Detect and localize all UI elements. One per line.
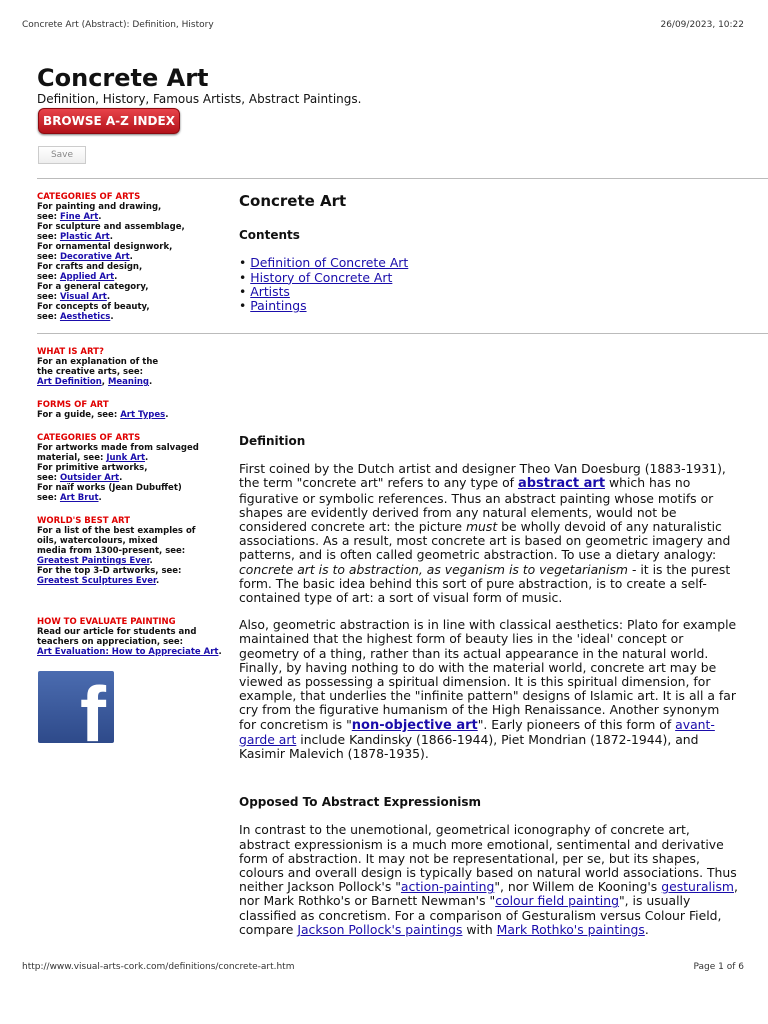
- pollock-paintings-link[interactable]: Jackson Pollock's paintings: [297, 921, 463, 937]
- greatest-paintings-link[interactable]: Greatest Paintings Ever: [37, 556, 150, 566]
- sidebar-item: For ornamental designwork, see: Decorative Art.: [37, 242, 173, 262]
- page-title: Concrete Art: [37, 64, 209, 92]
- divider-top: [37, 178, 768, 179]
- contents-item: • Definition of Concrete Art: [239, 255, 409, 271]
- art-evaluation-link[interactable]: Art Evaluation: How to Appreciate Art: [37, 647, 219, 657]
- print-footer-page: Page 1 of 6: [693, 962, 744, 972]
- aesthetics-link[interactable]: Aesthetics: [59, 312, 111, 322]
- contents-link-definition[interactable]: Definition of Concrete Art: [250, 255, 409, 271]
- sidebar-evaluate-painting: HOW TO EVALUATE PAINTING Read our article for students and teachers on appreciation, see: Art Evaluation: How to Appreciate Art.: [37, 617, 227, 657]
- facebook-icon[interactable]: f: [38, 671, 114, 743]
- contents-section: [239, 194, 739, 313]
- sidebar-item: For crafts and design, see: Applied Art.: [37, 262, 143, 282]
- definition-heading: Definition: [239, 434, 306, 448]
- sidebar-heading: HOW TO EVALUATE PAINTING: [37, 617, 176, 627]
- opposed-heading: Opposed To Abstract Expressionism: [239, 795, 482, 810]
- contents-item: • History of Concrete Art: [239, 269, 393, 285]
- fine-art-link[interactable]: Fine Art: [59, 212, 99, 222]
- contents-link-paintings[interactable]: Paintings: [250, 298, 307, 314]
- contents-item: • Artists: [239, 283, 290, 299]
- art-types-link[interactable]: Art Types: [120, 410, 166, 420]
- sidebar-heading: CATEGORIES OF ARTS: [37, 433, 141, 443]
- save-button[interactable]: Save: [38, 146, 86, 164]
- colour-field-painting-link[interactable]: colour field painting: [495, 893, 619, 909]
- sidebar-item: For concepts of beauty, see: Aesthetics.: [37, 302, 150, 322]
- sidebar-forms-of-art: FORMS OF ART For a guide, see: Art Types.: [37, 400, 227, 420]
- sidebar-worlds-best-art: WORLD'S BEST ART For a list of the best examples of oils, watercolours, mixed media from 1300-present, see: Greatest Paintings Ever. For the top 3-D artworks, see: Greatest Sculptures Ever.: [37, 516, 227, 586]
- sidebar-heading: CATEGORIES OF ARTS: [37, 192, 141, 202]
- sidebar-categories-2: CATEGORIES OF ARTS For artworks made from salvaged material, see: Junk Art. For primitive artworks, see: Outsider Art. For naïf works (Jean Dubuffet) see: Art Brut.: [37, 433, 227, 503]
- art-brut-link[interactable]: Art Brut: [59, 493, 99, 503]
- print-header-title: Concrete Art (Abstract): Definition, History: [22, 20, 214, 30]
- abstract-art-link[interactable]: abstract art: [517, 476, 606, 492]
- article-body: [239, 434, 739, 937]
- divider-middle: [37, 333, 768, 334]
- avant-garde-art-link[interactable]: avant-garde art: [239, 716, 715, 747]
- page-subtitle: Definition, History, Famous Artists, Abstract Paintings.: [37, 92, 362, 106]
- sidebar-item: For a general category, see: Visual Art.: [37, 282, 149, 302]
- sidebar-heading: WORLD'S BEST ART: [37, 516, 131, 526]
- article-heading: Concrete Art: [239, 192, 347, 210]
- art-definition-link[interactable]: Art Definition: [37, 377, 102, 387]
- sidebar-categories: [37, 192, 227, 322]
- gesturalism-link[interactable]: gesturalism: [661, 879, 734, 895]
- contents-link-artists[interactable]: Artists: [250, 283, 290, 299]
- paragraph-geometric: Also, geometric abstraction is in line with classical aesthetics: Plato for example maintained that the highest form of beauty lies in the 'ideal' concept or geometry of a thing, rather than its actual appearance in the natural world. Finally, by having nothing to do with the material world, concrete art may be viewed as possessing a spiritual dimension. It is this spiritual dimension, for example, that underlies the "infinite pattern" designs of Islamic art. It is all a far cry from the figurative humanism of the High Renaissance. Another synonym for concretism is "non-objective art". Early pioneers of this form of avant-garde art include Kandinsky (1866-1944), Piet Mondrian (1872-1944), and Kasimir Malevich (1878-1935).: [239, 617, 737, 762]
- outsider-art-link[interactable]: Outsider Art: [59, 473, 120, 483]
- applied-art-link[interactable]: Applied Art: [59, 272, 115, 282]
- plastic-art-link[interactable]: Plastic Art: [59, 232, 110, 242]
- sidebar-item: For sculpture and assemblage, see: Plastic Art.: [37, 222, 185, 242]
- sidebar-heading: WHAT IS ART?: [37, 347, 104, 357]
- paragraph-definition: First coined by the Dutch artist and designer Theo Van Doesburg (1883-1931), the term "concrete art" refers to any type of abstract art which has no figurative or symbolic references. Thus an abstract painting whose motifs or shapes are evidently derived from any natural elements, would not be considered concrete art: the picture must be wholly devoid of any naturalistic associations. As a result, most concrete art is based on geometric imagery and patterns, and is often called geometric abstraction. To use a dietary analogy: concrete art is to abstraction, as veganism is to vegetarianism - it is the purest form. The basic idea behind this sort of pure abstraction, is to create a self-contained type of art: a sort of visual form of music.: [239, 461, 731, 606]
- decorative-art-link[interactable]: Decorative Art: [59, 252, 130, 262]
- browse-index-button[interactable]: BROWSE A-Z INDEX: [38, 108, 180, 134]
- junk-art-link[interactable]: Junk Art: [106, 453, 146, 463]
- print-footer-url: http://www.visual-arts-cork.com/definitions/concrete-art.htm: [22, 962, 295, 972]
- rothko-paintings-link[interactable]: Mark Rothko's paintings: [496, 921, 645, 937]
- greatest-sculptures-link[interactable]: Greatest Sculptures Ever: [37, 576, 156, 586]
- sidebar-item: For painting and drawing, see: Fine Art.: [37, 202, 162, 222]
- contents-link-history[interactable]: History of Concrete Art: [250, 269, 393, 285]
- sidebar-what-is-art: WHAT IS ART? For an explanation of the the creative arts, see: Art Definition, Meaning.: [37, 347, 227, 387]
- paragraph-opposed: In contrast to the unemotional, geometrical iconography of concrete art, abstract expressionism is a much more emotional, sentimental and derivative form of abstraction. It may not be representational, per se, but its shapes, colours and overall design is typically based on natural world associations. Thus neither Jackson Pollock's "action-painting", nor Willem de Kooning's gesturalism, nor Mark Rothko's or Barnett Newman's "colour field painting", is usually classified as concretism. For a comparison of Gesturalism versus Colour Field, compare Jackson Pollock's paintings with Mark Rothko's paintings.: [239, 822, 738, 937]
- contents-label: Contents: [239, 228, 300, 243]
- contents-list: [239, 256, 739, 313]
- action-painting-link[interactable]: action-painting: [400, 879, 495, 895]
- non-objective-art-link[interactable]: non-objective art: [351, 717, 478, 733]
- contents-item: • Paintings: [239, 298, 307, 314]
- visual-art-link[interactable]: Visual Art: [59, 292, 107, 302]
- sidebar-heading: FORMS OF ART: [37, 400, 109, 410]
- print-header-date: 26/09/2023, 10:22: [660, 20, 744, 30]
- meaning-link[interactable]: Meaning: [107, 377, 150, 387]
